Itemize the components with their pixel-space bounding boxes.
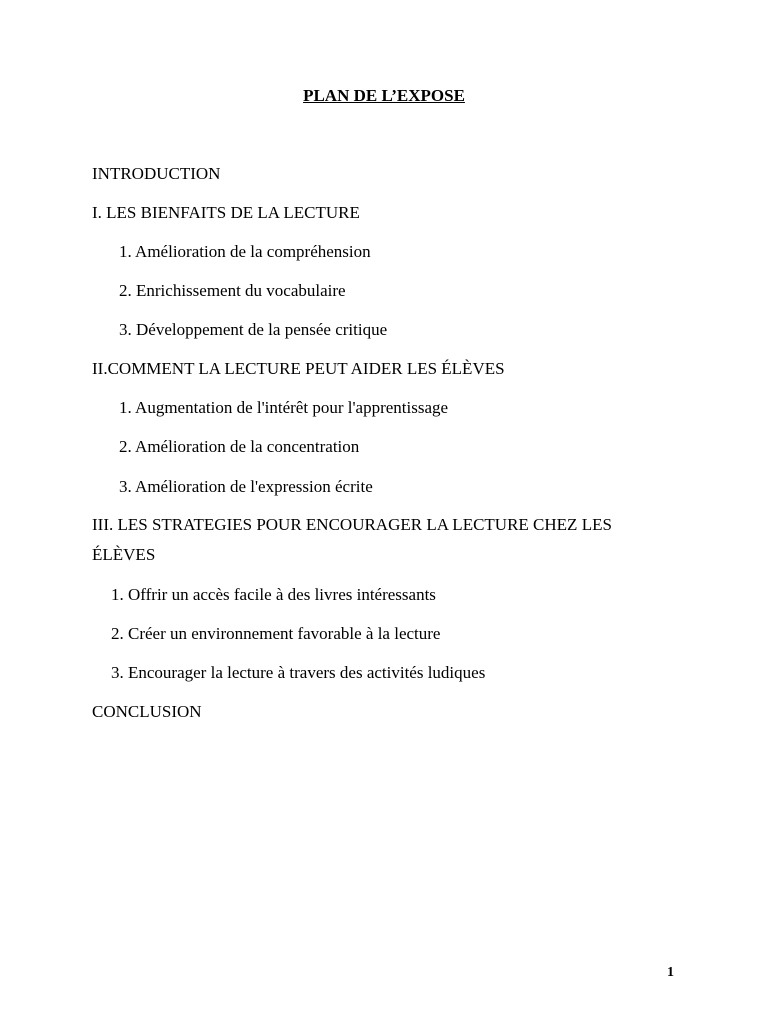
section-3-item-2: 2. Créer un environnement favorable à la lecture bbox=[111, 624, 441, 643]
section-2-item-3: 3. Amélioration de l'expression écrite bbox=[119, 477, 373, 496]
introduction-heading: INTRODUCTION bbox=[92, 164, 221, 183]
section-2-item-1: 1. Augmentation de l'intérêt pour l'apprentissage bbox=[119, 398, 449, 417]
section-3-item-1: 1. Offrir un accès facile à des livres intéressants bbox=[111, 585, 436, 604]
section-1-item-3: 3. Développement de la pensée critique bbox=[119, 320, 388, 339]
section-3-heading-line-2: ÉLÈVES bbox=[92, 545, 156, 564]
section-3-item-3: 3. Encourager la lecture à travers des activités ludiques bbox=[111, 663, 486, 682]
section-2-heading: II.COMMENT LA LECTURE PEUT AIDER LES ÉLÈVES bbox=[92, 359, 505, 378]
section-2-item-2: 2. Amélioration de la concentration bbox=[119, 437, 360, 456]
page-number: 1 bbox=[667, 965, 674, 980]
section-1-heading: I. LES BIENFAITS DE LA LECTURE bbox=[92, 203, 360, 222]
section-1-item-2: 2. Enrichissement du vocabulaire bbox=[119, 281, 346, 300]
section-1-item-1: 1. Amélioration de la compréhension bbox=[119, 242, 371, 261]
page-title: PLAN DE L’EXPOSE bbox=[303, 86, 465, 105]
conclusion-heading: CONCLUSION bbox=[92, 702, 202, 721]
section-3-heading-line-1: III. LES STRATEGIES POUR ENCOURAGER LA LECTURE CHEZ LES bbox=[92, 515, 612, 534]
